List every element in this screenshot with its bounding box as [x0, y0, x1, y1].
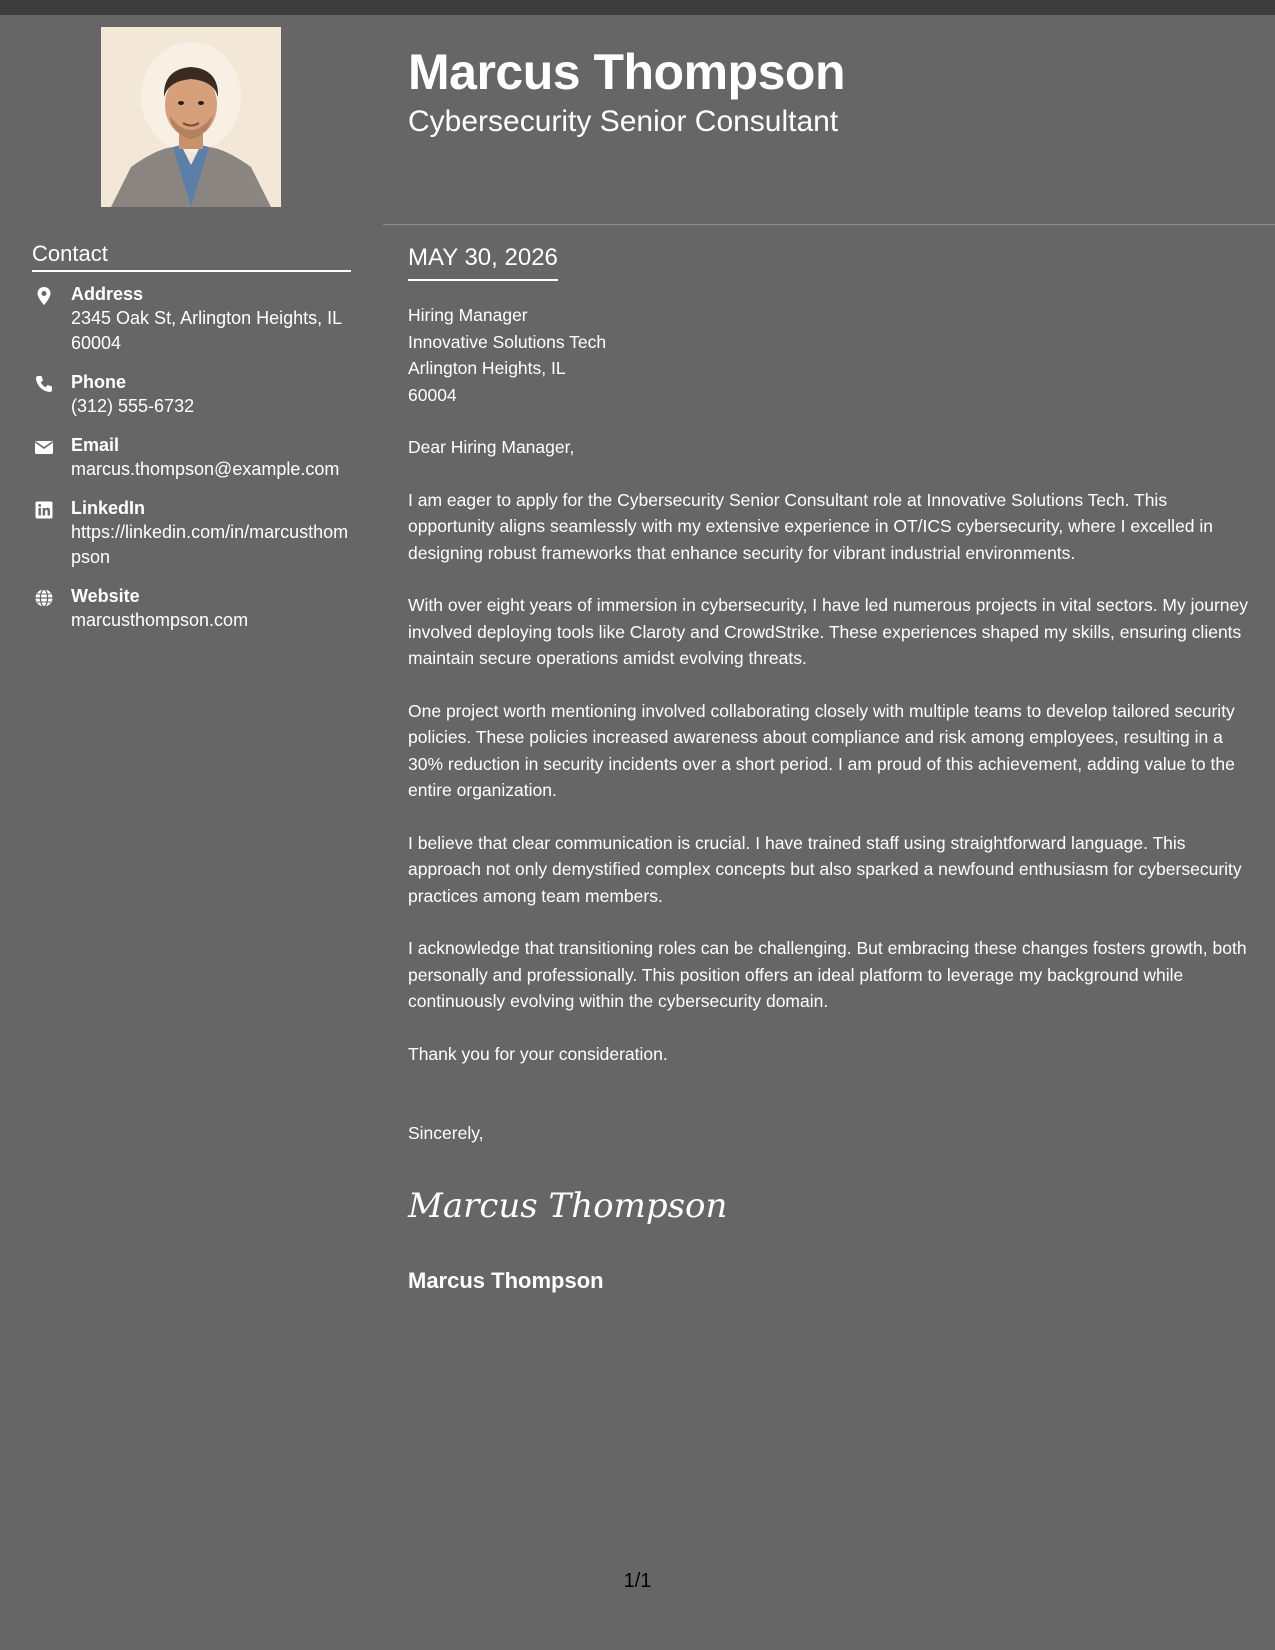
- job-title: Cybersecurity Senior Consultant: [408, 105, 839, 138]
- contact-value: 2345 Oak St, Arlington Heights, IL 60004: [71, 308, 342, 353]
- contact-heading: Contact: [32, 240, 351, 272]
- applicant-name: Marcus Thompson: [408, 44, 845, 100]
- contact-label: Phone: [71, 372, 127, 392]
- contact-value: marcus.thompson@example.com: [71, 459, 340, 479]
- header-divider: [383, 224, 1275, 225]
- profile-photo: [101, 27, 281, 207]
- linkedin-icon: [34, 500, 54, 520]
- recipient-line: Hiring Manager: [408, 305, 528, 325]
- contact-value: marcusthompson.com: [71, 610, 249, 630]
- closing: Sincerely,: [408, 1123, 484, 1143]
- page-number: 1/1: [623, 1570, 652, 1592]
- phone-icon: [34, 374, 54, 394]
- contact-item-website: [32, 585, 362, 633]
- map-pin-icon: [34, 286, 54, 306]
- paragraph: I acknowledge that transitioning roles can be challenging. But embracing these changes fosters growth, both personally and professionally. This position offers an ideal platform to leverage my background while continuously evolving within the cybersecurity domain.: [408, 938, 1247, 1011]
- recipient-block: [408, 302, 1253, 408]
- top-bar: [0, 0, 1275, 15]
- contact-label: Website: [71, 586, 140, 606]
- recipient-line: Arlington Heights, IL: [408, 358, 566, 378]
- contact-value: (312) 555-6732: [71, 396, 195, 416]
- contact-value: https://linkedin.com/in/marcusthompson: [71, 522, 349, 567]
- signed-name: Marcus Thompson: [408, 1268, 604, 1293]
- contact-item-email: [32, 434, 362, 482]
- recipient-line: 60004: [408, 384, 457, 405]
- contact-list: [32, 283, 362, 648]
- paragraph: I believe that clear communication is crucial. I have trained staff using straightforward language. This approach not only demystified complex concepts but also sparked a newfound enthusiasm for cybersecurity practices among team members.: [408, 832, 1242, 906]
- contact-item-phone: [32, 371, 362, 419]
- paragraph: Thank you for your consideration.: [408, 1043, 668, 1064]
- signature: [408, 1175, 728, 1235]
- paragraph: With over eight years of immersion in cybersecurity, I have led numerous projects in vital sectors. My journey involved deploying tools like Claroty and CrowdStrike. These experiences shaped my skills, ensuring clients maintain secure operations amidst evolving threats.: [408, 595, 1248, 668]
- letter-date: MAY 30, 2026: [408, 243, 558, 281]
- letter-body: [408, 302, 1253, 1173]
- paragraph: I am eager to apply for the Cybersecurity Senior Consultant role at Innovative Solutions Tech. This opportunity aligns seamlessly with my extensive experience in OT/ICS cybersecurity, where I excelled in designing robust frameworks that enhance security for vibrant industrial environments.: [408, 489, 1214, 563]
- contact-item-address: [32, 283, 362, 356]
- contact-label: LinkedIn: [71, 498, 146, 518]
- contact-item-linkedin: [32, 497, 362, 570]
- contact-label: Email: [71, 435, 120, 455]
- globe-icon: [34, 588, 54, 608]
- salutation: Dear Hiring Manager,: [408, 437, 575, 457]
- paragraph: One project worth mentioning involved collaborating closely with multiple teams to develop tailored security policies. These policies increased awareness about compliance and risk among employees, resulting in a 30% reduction in security incidents over a short period. I am proud of this achievement, adding value to the entire organization.: [408, 700, 1235, 800]
- contact-label: Address: [71, 284, 144, 304]
- signature-text: Marcus Thompson: [408, 1186, 728, 1226]
- recipient-line: Innovative Solutions Tech: [408, 331, 607, 352]
- envelope-icon: [34, 437, 54, 457]
